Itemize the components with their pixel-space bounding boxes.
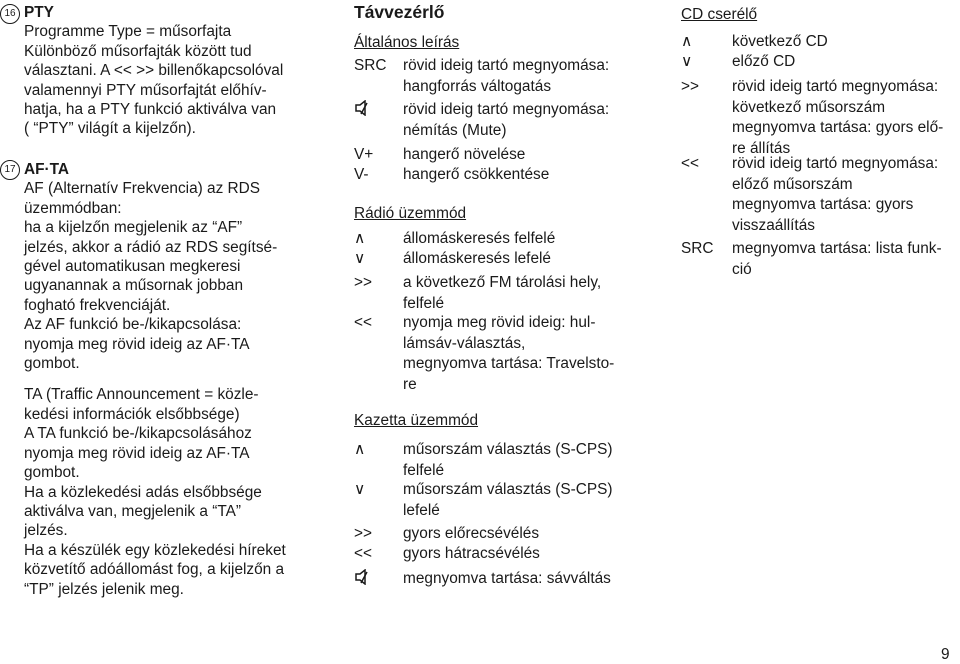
ta-line: jelzés. [24, 522, 68, 540]
row-text: re állítás [732, 139, 791, 157]
row-text: nyomja meg rövid ideig: hul- [403, 314, 596, 331]
afta-line: gével automatikusan megkeresi [24, 258, 241, 276]
row-key: >> [354, 525, 372, 542]
pty-line: hatja, ha a PTY funkció aktiválva van [24, 101, 277, 119]
ta-line: közvetítő adóállomást fog, a kijelzőn a [24, 561, 285, 579]
cd-changer-heading: CD cserélő [681, 6, 758, 23]
page-number: 9 [941, 646, 950, 663]
row-text: előző műsorszám [732, 175, 853, 193]
row-text: következő műsorszám [732, 98, 886, 116]
cassette-heading: Kazetta üzemmód [354, 412, 479, 429]
row-text: gyors hátracsévélés [403, 545, 540, 562]
afta-heading: AF·TA [24, 161, 70, 178]
row-text: felfelé [403, 294, 445, 312]
row-key: << [354, 545, 372, 562]
item-number-16: 16 [0, 4, 20, 24]
row-text: rövid ideig tartó megnyomása: [403, 101, 610, 118]
row-text: állomáskeresés lefelé [403, 250, 551, 267]
ta-line: “TP” jelzés jelenik meg. [24, 580, 184, 598]
cd-row-forward [681, 77, 960, 159]
cassette-row-down [354, 480, 644, 522]
radio-heading: Rádió üzemmód [354, 205, 467, 222]
row-key: >> [681, 78, 699, 95]
cassette-row-up [354, 440, 644, 482]
down-arrow-icon: ∨ [354, 481, 366, 498]
pty-line: valamennyi PTY műsorfajtát előhív- [24, 81, 267, 99]
pty-heading: PTY [24, 4, 54, 21]
remote-control-title: Távvezérlő [354, 2, 445, 22]
row-text: rövid ideig tartó megnyomása: [732, 155, 939, 172]
row-text: a következő FM tárolási hely, [403, 274, 602, 291]
row-text: megnyomva tartása: gyors elő- [732, 119, 944, 136]
row-text: előző CD [732, 53, 796, 70]
afta-line: üzemmódban: [24, 199, 122, 217]
row-text: gyors előrecsévélés [403, 525, 540, 542]
row-text: megnyomva tartása: gyors [732, 196, 914, 213]
afta-line: gombot. [24, 355, 80, 373]
row-key: << [681, 155, 699, 172]
afta-section [24, 160, 314, 599]
up-arrow-icon: ∧ [354, 441, 366, 458]
afta-line: ha a kijelzőn megjelenik az “AF” [24, 219, 243, 237]
row-key: << [354, 314, 372, 331]
afta-line: AF (Alternatív Frekvencia) az RDS [24, 180, 261, 198]
pty-line: Programme Type = műsorfajta [24, 23, 232, 41]
mute-icon [354, 569, 372, 592]
row-text: visszaállítás [732, 216, 815, 234]
up-arrow-icon: ∧ [354, 230, 366, 247]
row-text: rövid ideig tartó megnyomása: [403, 57, 610, 74]
row-text: állomáskeresés felfelé [403, 230, 556, 247]
mute-icon [354, 100, 372, 123]
item-number-17: 17 [0, 160, 20, 180]
general-row-mute [354, 100, 644, 140]
ta-line: A TA funkció be-/kikapcsolásához [24, 425, 252, 443]
general-row-src [354, 56, 644, 96]
row-key: V- [354, 166, 369, 183]
up-arrow-icon: ∧ [681, 33, 693, 50]
down-arrow-icon: ∨ [681, 53, 693, 70]
pty-line: választani. A << >> billenőkapcsolóval [24, 62, 284, 80]
down-arrow-icon: ∨ [354, 250, 366, 267]
row-key: >> [354, 274, 372, 291]
ta-line: Ha a készülék egy közlekedési híreket [24, 541, 286, 559]
row-text: megnyomva tartása: lista funk- [732, 240, 942, 257]
row-text: műsorszám választás (S-CPS) [403, 441, 613, 458]
ta-line: kedési információk elsőbbsége) [24, 405, 240, 423]
cd-row-src [681, 239, 960, 281]
row-key: SRC [354, 57, 387, 74]
row-text: megnyomva tartása: Travelsto- [403, 355, 615, 372]
ta-line: aktiválva van, megjelenik a “TA” [24, 502, 241, 520]
pty-line: ( “PTY” világít a kijelzőn). [24, 120, 196, 138]
row-text: lefelé [403, 501, 440, 519]
row-text: műsorszám választás (S-CPS) [403, 481, 613, 498]
radio-row-back [354, 313, 644, 395]
row-text: ció [732, 260, 752, 278]
row-text: hangerő növelése [403, 146, 526, 163]
row-text: megnyomva tartása: sávváltás [403, 570, 611, 587]
row-text: felfelé [403, 461, 445, 479]
ta-line: Ha a közlekedési adás elsőbbsége [24, 483, 262, 501]
row-text: következő CD [732, 33, 828, 50]
ta-line: gombot. [24, 464, 80, 482]
general-heading: Általános leírás [354, 34, 460, 51]
row-key: SRC [681, 240, 714, 257]
row-text: rövid ideig tartó megnyomása: [732, 78, 939, 95]
row-text: re [403, 375, 417, 393]
cd-row-back [681, 154, 960, 236]
radio-row-forward [354, 273, 644, 315]
afta-line: jelzés, akkor a rádió az RDS segítsé- [24, 238, 278, 256]
row-key: V+ [354, 146, 374, 163]
afta-line: fogható frekvenciáját. [24, 296, 171, 314]
ta-line: nyomja meg rövid ideig az AF·TA [24, 444, 250, 462]
afta-line: nyomja meg rövid ideig az AF·TA [24, 335, 250, 353]
row-text: hangerő csökkentése [403, 166, 550, 183]
ta-line: TA (Traffic Announcement = közle- [24, 386, 259, 404]
row-text: hangforrás váltogatás [403, 77, 552, 95]
afta-line: Az AF funkció be-/kikapcsolása: [24, 316, 242, 334]
row-text: lámsáv-választás, [403, 334, 526, 352]
pty-section [24, 3, 314, 139]
row-text: némítás (Mute) [403, 121, 507, 139]
pty-line: Különböző műsorfajták között tud [24, 42, 252, 60]
afta-line: ugyanannak a műsornak jobban [24, 277, 244, 295]
